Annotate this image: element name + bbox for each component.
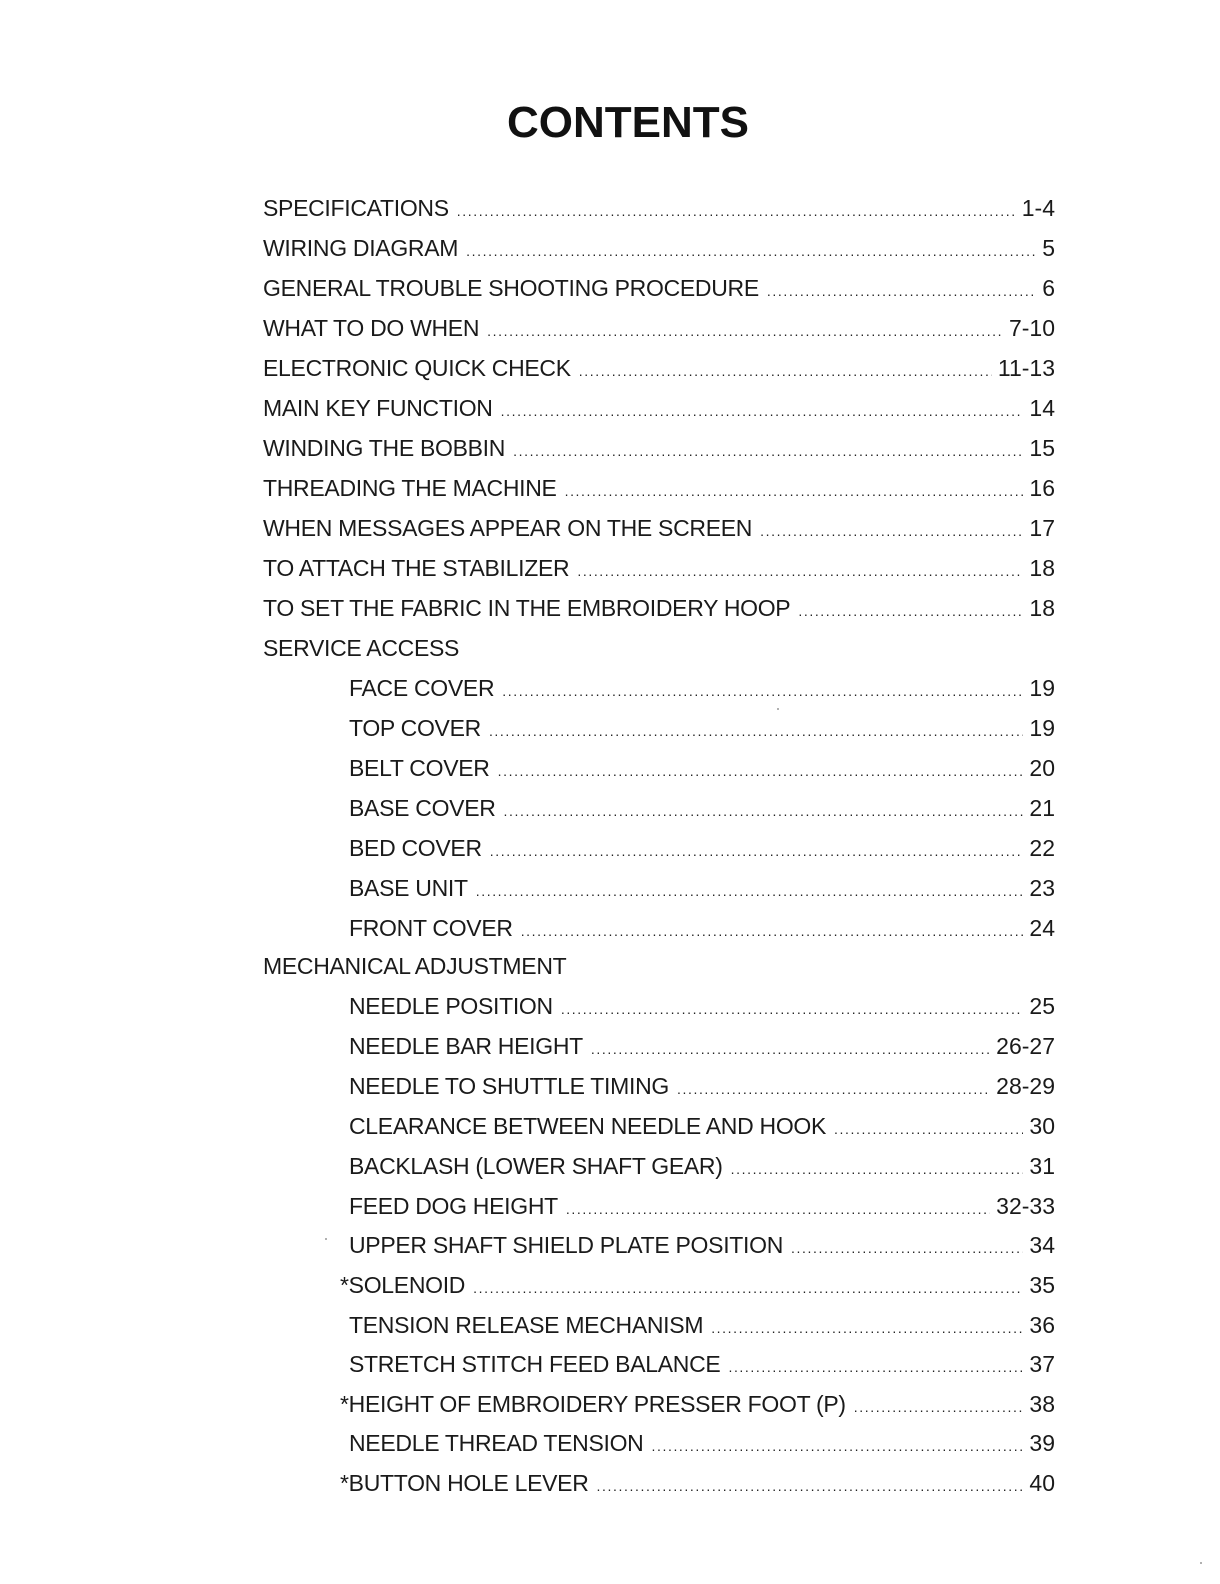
toc-entry-label: STRETCH STITCH FEED BALANCE	[349, 1351, 721, 1377]
dot-leader	[579, 356, 992, 386]
toc-entry-page: 1-4	[1021, 195, 1055, 221]
dot-leader	[711, 1313, 1023, 1343]
scan-speck	[1200, 1562, 1202, 1564]
toc-entry-page: 15	[1029, 435, 1055, 461]
toc-entry-tension-release[interactable]	[349, 1310, 1055, 1340]
toc-section-mechanical-adjustment[interactable]	[263, 951, 1055, 981]
dot-leader	[760, 516, 1023, 546]
toc-entry-label: UPPER SHAFT SHIELD PLATE POSITION	[349, 1232, 784, 1258]
toc-entry-solenoid[interactable]	[340, 1270, 1055, 1300]
toc-entry-page: 21	[1029, 795, 1055, 821]
toc-entry-label: BASE COVER	[349, 795, 496, 821]
dot-leader	[565, 476, 1024, 506]
toc-entry-page: 37	[1029, 1351, 1055, 1377]
toc-entry-page: 38	[1029, 1391, 1055, 1417]
dot-leader	[834, 1114, 1023, 1144]
toc-entry-page: 40	[1029, 1470, 1055, 1496]
dot-leader	[854, 1392, 1024, 1422]
toc-entry-label: *BUTTON HOLE LEVER	[340, 1470, 589, 1496]
dot-leader	[513, 436, 1023, 466]
toc-entry-page: 11-13	[997, 355, 1055, 381]
toc-entry-label: TOP COVER	[349, 715, 481, 741]
toc-entry-needle-to-shuttle-timing[interactable]	[349, 1071, 1055, 1101]
dot-leader	[521, 916, 1024, 946]
toc-entry-label: BED COVER	[349, 835, 482, 861]
toc-entry-page: 34	[1029, 1232, 1055, 1258]
toc-entry-label: BASE UNIT	[349, 875, 468, 901]
toc-entry-needle-thread-tension[interactable]	[349, 1428, 1055, 1458]
toc-entry-label: MAIN KEY FUNCTION	[263, 395, 493, 421]
toc-entry-page: 32-33	[996, 1193, 1055, 1219]
toc-entry-label: BACKLASH (LOWER SHAFT GEAR)	[349, 1153, 723, 1179]
toc-section-service-access[interactable]	[263, 633, 1055, 663]
toc-entry-page: 26-27	[996, 1033, 1055, 1059]
dot-leader	[501, 396, 1024, 426]
toc-entry-label: WINDING THE BOBBIN	[263, 435, 506, 461]
toc-entry-general-trouble-shooting[interactable]	[263, 273, 1055, 303]
toc-entry-label: TO ATTACH THE STABILIZER	[263, 555, 570, 581]
toc-entry-when-messages-appear[interactable]	[263, 513, 1055, 543]
toc-entry-button-hole-lever[interactable]	[340, 1468, 1055, 1498]
toc-entry-label: CLEARANCE BETWEEN NEEDLE AND HOOK	[349, 1113, 827, 1139]
dot-leader	[476, 876, 1024, 906]
toc-entry-winding-the-bobbin[interactable]	[263, 433, 1055, 463]
toc-entry-label: NEEDLE THREAD TENSION	[349, 1430, 644, 1456]
toc-entry-set-fabric-hoop[interactable]	[263, 593, 1055, 623]
dot-leader	[490, 836, 1024, 866]
dot-leader	[561, 994, 1024, 1024]
dot-leader	[498, 756, 1024, 786]
toc-entry-page: 19	[1029, 715, 1055, 741]
toc-entry-stretch-stitch[interactable]	[349, 1349, 1055, 1379]
dot-leader	[591, 1034, 990, 1064]
toc-entry-needle-bar-height[interactable]	[349, 1031, 1055, 1061]
toc-entry-label: FACE COVER	[349, 675, 495, 701]
toc-entry-label: NEEDLE TO SHUTTLE TIMING	[349, 1073, 669, 1099]
toc-entry-backlash[interactable]	[349, 1151, 1055, 1181]
toc-entry-page: 22	[1029, 835, 1055, 861]
toc-entry-label: WHAT TO DO WHEN	[263, 315, 480, 341]
dot-leader	[457, 196, 1016, 226]
toc-entry-presser-foot-height[interactable]	[340, 1389, 1055, 1419]
toc-entry-feed-dog-height[interactable]	[349, 1191, 1055, 1221]
toc-entry-belt-cover[interactable]	[349, 753, 1055, 783]
toc-entry-page: 6	[1042, 275, 1055, 301]
toc-entry-label: FEED DOG HEIGHT	[349, 1193, 558, 1219]
toc-entry-bed-cover[interactable]	[349, 833, 1055, 863]
toc-entry-label: WIRING DIAGRAM	[263, 235, 459, 261]
toc-entry-page: 36	[1029, 1312, 1055, 1338]
dot-leader	[489, 716, 1023, 746]
toc-entry-label: THREADING THE MACHINE	[263, 475, 557, 501]
toc-entry-electronic-quick-check[interactable]	[263, 353, 1055, 383]
toc-entry-page: 7-10	[1008, 315, 1055, 341]
toc-section-label: MECHANICAL ADJUSTMENT	[263, 953, 567, 979]
dot-leader	[731, 1154, 1024, 1184]
toc-entry-page: 28-29	[996, 1073, 1055, 1099]
toc-entry-label: GENERAL TROUBLE SHOOTING PROCEDURE	[263, 275, 759, 301]
toc-entry-label: BELT COVER	[349, 755, 490, 781]
toc-entry-label: WHEN MESSAGES APPEAR ON THE SCREEN	[263, 515, 753, 541]
toc-entry-page: 5	[1042, 235, 1055, 261]
toc-entry-page: 23	[1029, 875, 1055, 901]
page-title: CONTENTS	[507, 98, 749, 147]
toc-entry-page: 24	[1029, 915, 1055, 941]
toc-entry-page: 17	[1029, 515, 1055, 541]
dot-leader	[767, 276, 1036, 306]
dot-leader	[502, 676, 1023, 706]
dot-leader	[651, 1431, 1023, 1461]
toc-entry-base-unit[interactable]	[349, 873, 1055, 903]
scan-speck	[325, 1238, 327, 1240]
dot-leader	[728, 1352, 1023, 1382]
toc-entry-page: 20	[1029, 755, 1055, 781]
toc-entry-label: SPECIFICATIONS	[263, 195, 449, 221]
toc-entry-page: 25	[1029, 993, 1055, 1019]
toc-entry-label: FRONT COVER	[349, 915, 513, 941]
toc-section-label: SERVICE ACCESS	[263, 635, 460, 661]
dot-leader	[566, 1194, 990, 1224]
toc-entry-face-cover[interactable]	[349, 673, 1055, 703]
toc-entry-page: 31	[1029, 1153, 1055, 1179]
toc-entry-page: 19	[1029, 675, 1055, 701]
toc-entry-page: 14	[1029, 395, 1055, 421]
scan-speck	[777, 708, 779, 710]
toc-entry-wiring-diagram[interactable]	[263, 233, 1055, 263]
toc-entry-label: NEEDLE BAR HEIGHT	[349, 1033, 583, 1059]
dot-leader	[677, 1074, 990, 1104]
toc-entry-threading-the-machine[interactable]	[263, 473, 1055, 503]
toc-entry-label: *HEIGHT OF EMBROIDERY PRESSER FOOT (P)	[340, 1391, 846, 1417]
dot-leader	[798, 596, 1023, 626]
toc-entry-label: NEEDLE POSITION	[349, 993, 553, 1019]
toc-entry-attach-stabilizer[interactable]	[263, 553, 1055, 583]
toc-entry-label: ELECTRONIC QUICK CHECK	[263, 355, 571, 381]
toc-entry-clearance-needle-hook[interactable]	[349, 1111, 1055, 1141]
toc-entry-front-cover[interactable]	[349, 913, 1055, 943]
dot-leader	[473, 1273, 1023, 1303]
toc-entry-label: TENSION RELEASE MECHANISM	[349, 1312, 704, 1338]
toc-entry-label: *SOLENOID	[340, 1272, 466, 1298]
dot-leader	[597, 1471, 1024, 1501]
toc-entry-page: 39	[1029, 1430, 1055, 1456]
toc-entry-main-key-function[interactable]	[263, 393, 1055, 423]
toc-entry-upper-shaft-shield[interactable]	[349, 1230, 1055, 1260]
toc-entry-label: TO SET THE FABRIC IN THE EMBROIDERY HOOP	[263, 595, 791, 621]
toc-entry-page: 35	[1029, 1272, 1055, 1298]
dot-leader	[791, 1233, 1023, 1263]
toc-entry-top-cover[interactable]	[349, 713, 1055, 743]
toc-entry-page: 16	[1029, 475, 1055, 501]
dot-leader	[504, 796, 1024, 826]
toc-entry-needle-position[interactable]	[349, 991, 1055, 1021]
toc-entry-page: 18	[1029, 595, 1055, 621]
toc-entry-specifications[interactable]	[263, 193, 1055, 223]
toc-entry-page: 30	[1029, 1113, 1055, 1139]
toc-entry-page: 18	[1029, 555, 1055, 581]
toc-entry-what-to-do-when[interactable]	[263, 313, 1055, 343]
toc-entry-base-cover[interactable]	[349, 793, 1055, 823]
dot-leader	[577, 556, 1023, 586]
dot-leader	[466, 236, 1036, 266]
dot-leader	[487, 316, 1003, 346]
